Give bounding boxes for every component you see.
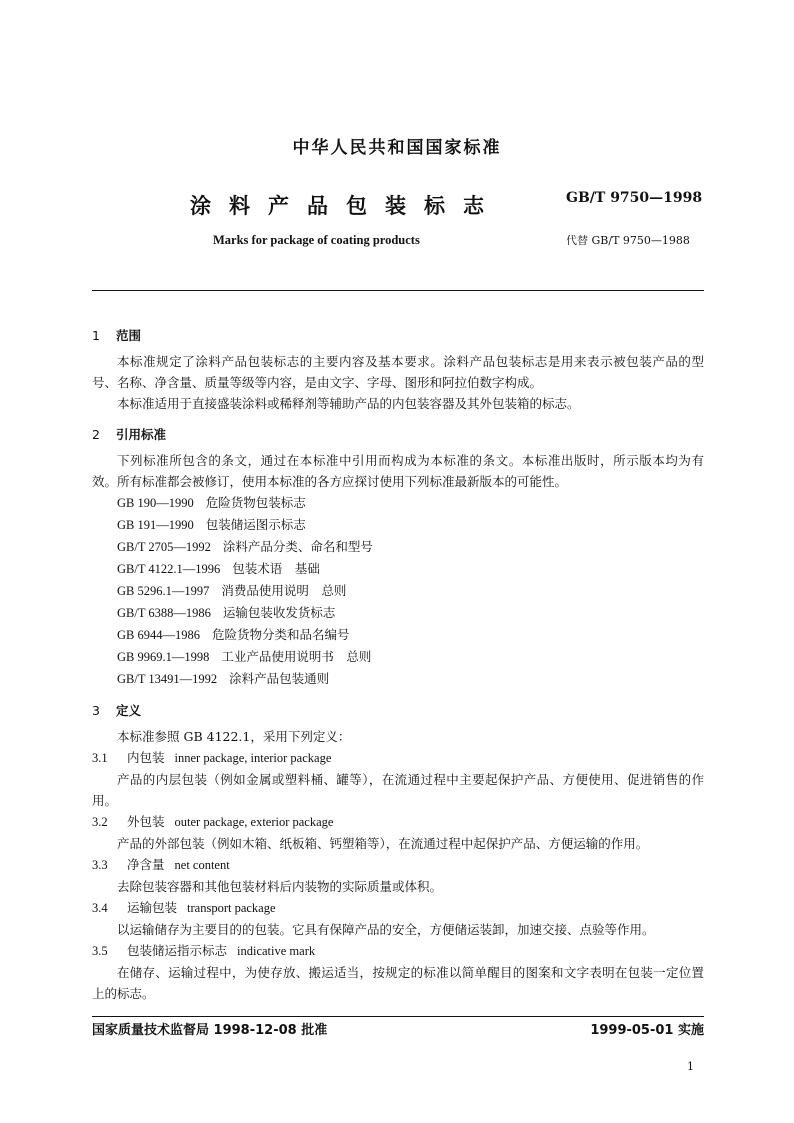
reference-title: 包装储运图示标志 (205, 517, 306, 532)
footer-divider (92, 1016, 704, 1017)
reference-item (92, 668, 704, 690)
page-number: 1 (687, 1060, 694, 1073)
reference-item (92, 558, 704, 580)
term-english: inner package, interior package (174, 751, 332, 765)
reference-title: 涂料产品包装通则 (229, 671, 330, 686)
reference-code: GB/T 13491—1992 (117, 672, 218, 686)
term-heading (92, 811, 704, 833)
reference-item (92, 580, 704, 602)
section-title: 引用标准 (116, 427, 167, 442)
reference-code: GB/T 6388—1986 (117, 606, 211, 620)
paragraph: 本标准规定了涂料产品包装标志的主要内容及基本要求。涂料产品包装标志是用来表示被包装产品的型号、名称、净含量、质量等级等内容，是由文字、字母、图形和阿拉伯数字构成。 (92, 354, 704, 390)
section-number: 1 (92, 328, 100, 343)
reference-code: GB 5296.1—1997 (117, 584, 210, 598)
term-definition: 在储存、运输过程中，为使存放、搬运适当，按规定的标准以简单醒目的图案和文字表明在包装一定位置上的标志。 (92, 965, 704, 1001)
standard-title: 涂料产品包装标志 (190, 194, 502, 218)
term-chinese: 包装储运指示标志 (127, 943, 228, 958)
term-number: 3.3 (92, 858, 108, 872)
reference-code: GB/T 4122.1—1996 (117, 562, 221, 576)
term-number: 3.4 (92, 901, 108, 915)
reference-item (92, 602, 704, 624)
reference-item (92, 514, 704, 536)
approval-note: 国家质量技术监督局 1998-12-08 批准 (92, 1023, 328, 1038)
term-heading (92, 940, 704, 962)
term-definition: 产品的外部包装（例如木箱、纸板箱、钙塑箱等），在流通过程中起保护产品、方便运输的作用。 (117, 836, 649, 851)
section-title: 范围 (116, 328, 142, 343)
reference-item (92, 536, 704, 558)
term-definition: 以运输储存为主要目的的包装。它具有保障产品的安全，方便储运装卸，加速交接、点验等作用。 (117, 922, 655, 937)
term-chinese: 内包装 (127, 750, 165, 765)
national-standard-title: 中华人民共和国国家标准 (292, 138, 502, 158)
reference-code: GB 190—1990 (117, 496, 194, 510)
reference-code: GB 9969.1—1998 (117, 650, 210, 664)
reference-item (92, 646, 704, 668)
term-number: 3.5 (92, 944, 108, 958)
standard-number: GB/T 9750—1998 (566, 190, 703, 206)
english-title: Marks for package of coating products (213, 233, 420, 247)
reference-item (92, 624, 704, 646)
header-divider (92, 290, 704, 291)
section-number: 3 (92, 703, 100, 718)
reference-code: GB 191—1990 (117, 518, 194, 532)
section-number: 2 (92, 427, 100, 442)
reference-title: 危险货物分类和品名编号 (212, 627, 350, 642)
reference-title: 消费品使用说明 总则 (221, 583, 347, 598)
term-english: net content (174, 858, 230, 872)
section-3-heading (92, 700, 704, 721)
reference-item (92, 492, 704, 514)
section-title: 定义 (116, 703, 142, 718)
term-heading (92, 897, 704, 919)
term-english: outer package, exterior package (174, 815, 334, 829)
reference-code: GB 6944—1986 (117, 628, 200, 642)
term-heading (92, 854, 704, 876)
term-chinese: 运输包装 (127, 900, 178, 915)
term-definition: 去除包装容器和其他包装材料后内装物的实际质量或体积。 (117, 879, 443, 894)
term-english: transport package (187, 901, 276, 915)
term-number: 3.2 (92, 815, 108, 829)
paragraph: 下列标准所包含的条文，通过在本标准中引用而构成为本标准的条文。本标准出版时，所示版本均为有效。所有标准都会被修订，使用本标准的各方应探讨使用下列标准最新版本的可能性。 (92, 453, 704, 489)
term-heading (92, 747, 704, 769)
term-chinese: 净含量 (127, 857, 165, 872)
reference-title: 运输包装收发货标志 (222, 605, 336, 620)
term-definition: 产品的内层包装（例如金属或塑料桶、罐等），在流通过程中主要起保护产品、方便使用、促进销售的作用。 (92, 772, 704, 808)
reference-title: 包装术语 基础 (232, 561, 320, 576)
paragraph: 本标准适用于直接盛装涂料或稀释剂等辅助产品的内包装容器及其外包装箱的标志。 (117, 396, 580, 411)
reference-title: 涂料产品分类、命名和型号 (222, 539, 373, 554)
section-2-heading (92, 424, 704, 445)
replaces-standard: 代替 GB/T 9750—1988 (566, 234, 690, 247)
section-1-heading (92, 325, 704, 346)
reference-title: 危险货物包装标志 (205, 495, 306, 510)
reference-title: 工业产品使用说明书 总则 (221, 649, 372, 664)
term-number: 3.1 (92, 751, 108, 765)
term-english: indicative mark (237, 944, 316, 958)
reference-code: GB/T 2705—1992 (117, 540, 211, 554)
term-chinese: 外包装 (127, 814, 165, 829)
paragraph: 本标准参照 GB 4122.1，采用下列定义： (117, 729, 351, 744)
document-body (92, 325, 704, 1004)
effective-date: 1999-05-01 实施 (590, 1023, 704, 1038)
